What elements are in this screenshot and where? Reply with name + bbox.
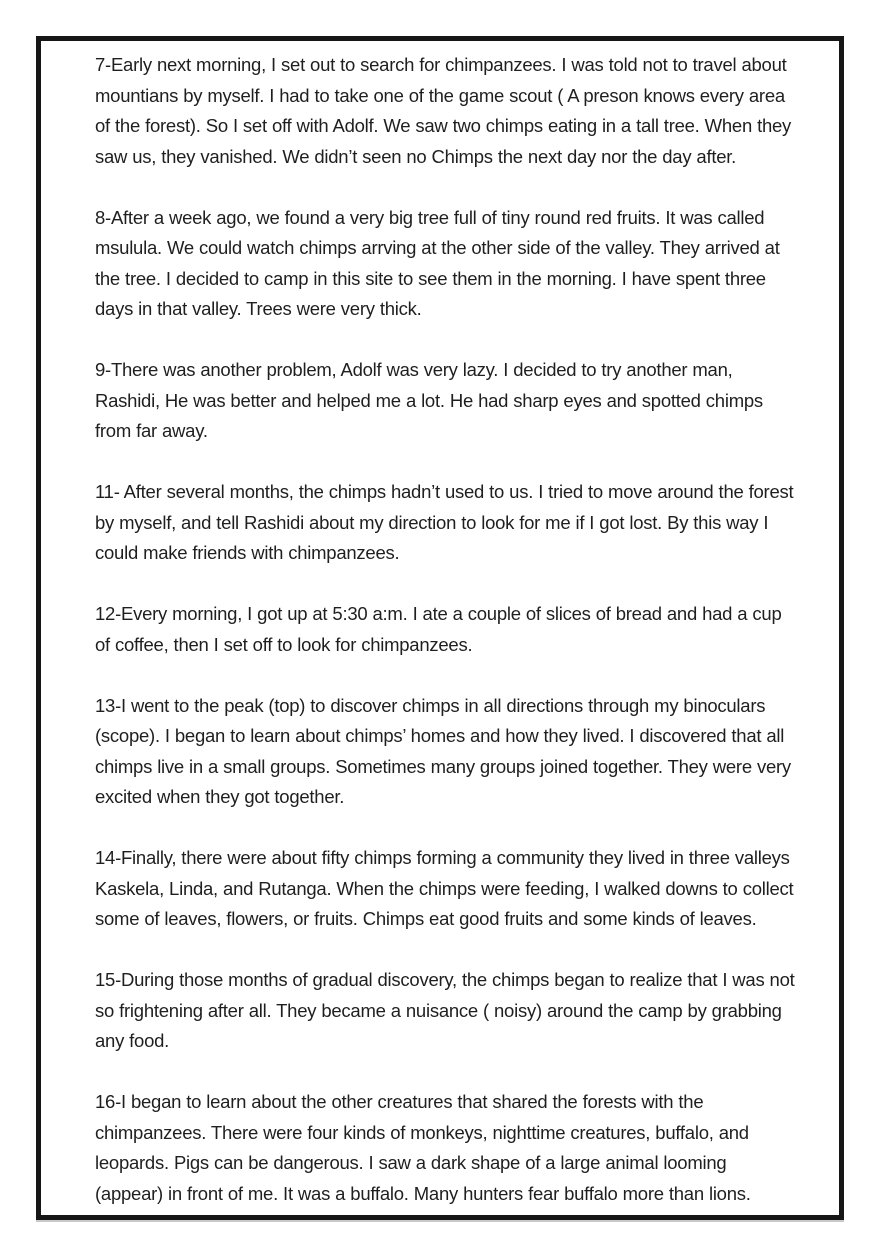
paragraph-16: 16-I began to learn about the other creatures that shared the forests with the chimpanzees. There were four kinds of monkeys, nighttime creatures, buffalo, and leopards. Pigs can be dangerous. I saw a dark shape of a large animal looming (appear) in front of me. It was a buffalo. Many hunters fear buffalo more than lions. (95, 1091, 751, 1204)
paragraph-8: 8-After a week ago, we found a very big tree full of tiny round red fruits. It was called msulula. We could watch chimps arrving at the other side of the valley. They arrived at the tree. I decided to camp in this site to see them in the morning. I have spent three days in that valley. Trees were very thick. (95, 206, 780, 319)
paragraph-15: 15-During those months of gradual discovery, the chimps began to realize that I was not so frightening after all. They became a nuisance ( noisy) around the camp by grabbing any food. (95, 969, 795, 1051)
paragraph-7: 7-Early next morning, I set out to search for chimpanzees. I was told not to travel about mountians by myself. I had to take one of the game scout ( A preson knows every area of the forest). So I set off with Adolf. We saw two chimps eating in a tall tree. When they saw us, they vanished. We didn’t seen no Chimps the next day nor the day after. (95, 54, 792, 167)
paragraph-14: 14-Finally, there were about fifty chimps forming a community they lived in three valleys Kaskela, Linda, and Rutanga. When the chimps were feeding, I walked downs to collect some of leaves, flowers, or fruits. Chimps eat good fruits and some kinds of leaves. (95, 847, 794, 929)
document-page-frame (36, 36, 844, 1220)
paragraph-13: 13-I went to the peak (top) to discover chimps in all directions through my binoculars (scope). I began to learn about chimps’ homes and how they lived. I discovered that all chimps live in a small groups. Sometimes many groups joined together. They were very excited when they got together. (95, 694, 791, 807)
paragraph-12: 12-Every morning, I got up at 5:30 a:m. I ate a couple of slices of bread and had a cup of coffee, then I set off to look for chimpanzees. (95, 603, 782, 655)
document-text-block (95, 50, 795, 1209)
paragraph-11: 11- After several months, the chimps hadn’t used to us. I tried to move around the forest by myself, and tell Rashidi about my direction to look for me if I got lost. By this way I could make friends with chimpanzees. (95, 481, 794, 563)
paragraph-9: 9-There was another problem, Adolf was very lazy. I decided to try another man, Rashidi, He was better and helped me a lot. He had sharp eyes and spotted chimps from far away. (95, 359, 763, 441)
